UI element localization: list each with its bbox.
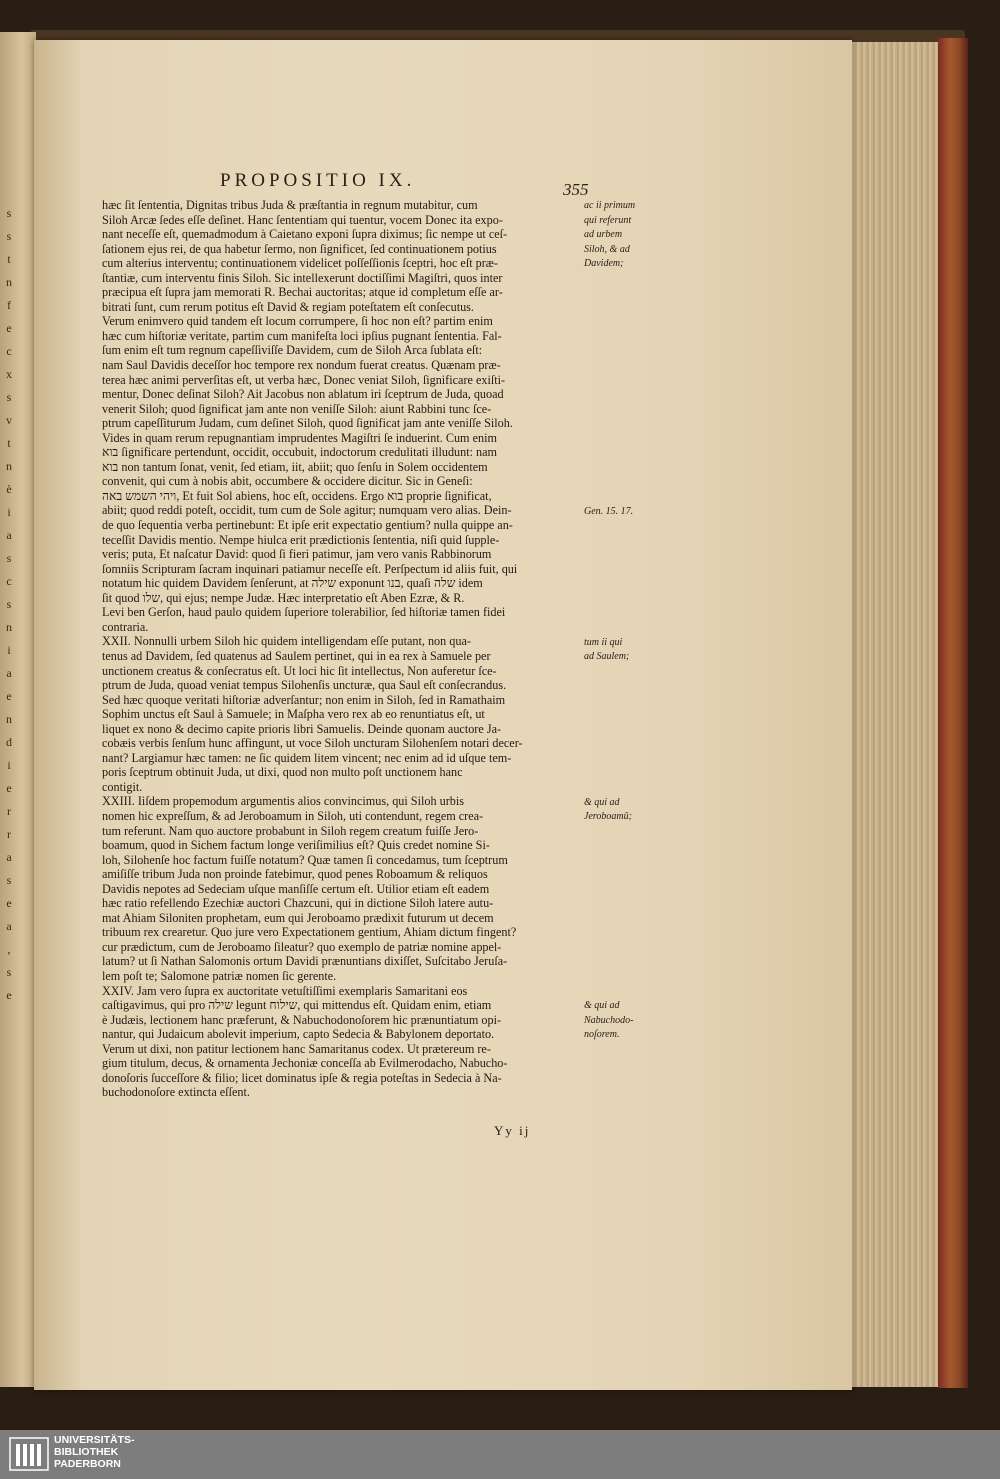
text-line: Siloh Arcæ ſedes eſſe deſinet. Hanc ſententiam qui tuentur, vocem Donec ita expo- <box>102 212 503 227</box>
left-margin-letter: s <box>6 390 12 404</box>
left-margin-letter: f <box>7 298 11 312</box>
text-line: Verum ut dixi, non patitur lectionem hanc Samaritanus codex. Ut prætereum re- <box>102 1041 491 1056</box>
margin-note: Davidem; <box>584 258 624 270</box>
text-line: boamum, quod in Sichem factum longe veriſimilius eſt? Quis credet nomine Si- <box>102 838 490 853</box>
text-line: donoſoris ſucceſſore & filio; licet dominatus ipſe & regia poteſtas in Sedecia à Na- <box>102 1070 502 1085</box>
text-line: ויהי השמש באה, Et fuit Sol abiens, hoc eſt, occidens. Ergo בוא proprie ſignificat, <box>102 488 492 503</box>
text-line: Levi ben Gerſon, haud paulo quidem ſuperiore tolerabilior, ſed hiſtoriæ tamen fidei <box>102 605 506 620</box>
margin-note: qui referunt <box>584 214 632 226</box>
text-line: latum? ut ſi Nathan Salomonis ortum Davidi prænuntians dixiſſet, Suſcitabo Jeruſa- <box>102 954 508 969</box>
left-margin-letter: t <box>7 436 11 450</box>
text-line: Davidis nepotes ad Sedeciam uſque manſiſſe certum eſt. Utilior etiam eſt eadem <box>102 881 490 896</box>
body-text <box>102 198 578 1100</box>
text-line: ſit quod שלו, qui ejus; nempe Judæ. Hæc interpretatio eſt Aben Ezræ, & R. <box>102 590 465 605</box>
left-margin-letter: a <box>6 850 12 864</box>
left-margin-letter: r <box>7 827 11 841</box>
text-line: unctionem creatus & conſecratus eſt. Ut loci hic ſit intellectus, Non auferetur ſce- <box>102 663 497 678</box>
text-line: nomen hic expreſſum, & ad Jeroboamum in Siloh, uti contendunt, regem crea- <box>102 808 484 823</box>
left-margin-letter: s <box>6 229 12 243</box>
text-line: hæc ſit ſententia, Dignitas tribus Juda & præſtantia in regnum mutabitur, cum <box>102 198 478 212</box>
left-margin-letter: a <box>6 666 12 680</box>
left-page-edge <box>0 32 36 1387</box>
text-line: terea hæc animi perverſitas eſt, ut verba hæc, Donec veniat Siloh, ſignificare exiſti- <box>102 372 506 387</box>
left-page-margin-letters <box>2 202 16 1202</box>
text-line: hæc cum hiſtoriæ veritate, partim cum manifeſta loci ipſius pugnant ſententia. Fal- <box>102 328 502 343</box>
text-line: tum referunt. Nam quo auctore probabunt in Siloh regem creatum fuiſſe Jero- <box>102 823 479 838</box>
text-line: Verum enimvero quid tandem eſt locum corrumpere, ſi hoc non eſt? partim enim <box>102 314 493 329</box>
text-line: gium titulum, decus, & ornamenta Jechoniæ conceſſa ab Evilmerodacho, Nabucho- <box>102 1056 508 1071</box>
text-line: buchodonoſore extincta eſſent. <box>102 1085 250 1100</box>
left-margin-letter: a <box>6 528 12 542</box>
left-margin-letter: i <box>7 643 11 657</box>
left-margin-letter: a <box>6 919 12 933</box>
left-margin-letter: n <box>6 275 12 289</box>
text-line: nantur, qui Judaicum abolevit imperium, capto Sedecia & Babylonem deportato. <box>102 1027 495 1042</box>
library-footer-bar <box>0 1430 1000 1479</box>
left-margin-letter: c <box>6 574 12 588</box>
text-line: בוא non tantum ſonat, venit, ſed etiam, iit, abiit; quo ſenſu in Solem occidentem <box>102 459 488 474</box>
text-line: mentur, Donec deſinat Siloh? Ait Jacobus non ablatum iri ſceptrum de Juda, quoad <box>102 387 504 402</box>
text-line: caſtigavimus, qui pro שילה legunt שילוח, qui mittendus eſt. Quidam enim, etiam <box>102 998 492 1013</box>
text-line: בוא ſignificare pertendunt, occidit, occubuit, indoctorum credulitati illudunt: nam <box>102 445 498 460</box>
text-line: præcipua eſt ſupra jam memorati R. Bechai auctoritas; atque id completum eſſe ar- <box>102 285 503 300</box>
text-line: Vides in quam rerum repugnantiam imprudentes Magiſtri ſe induerint. Cum enim <box>102 430 497 445</box>
left-margin-letter: , <box>7 942 11 956</box>
left-margin-letter: s <box>6 206 12 220</box>
margin-note: Nabuchodo- <box>584 1014 634 1026</box>
left-margin-letter: i <box>7 758 11 772</box>
left-margin-letter: s <box>6 965 12 979</box>
margin-note: Jeroboamū; <box>584 811 632 823</box>
margin-note: ad urbem <box>584 229 623 241</box>
text-line: ſtantiæ, cum interventu finis Siloh. Sic intellexerunt doctiſſimi Magiſtri, quos inter <box>102 270 503 285</box>
left-margin-letter: c <box>6 344 12 358</box>
text-line: abiit; quod reddi poteſt, occidit, tum cum de Sole agitur; numquam vero alias. Dein- <box>102 503 512 518</box>
page-title: PROPOSITIO IX. <box>220 170 416 191</box>
text-line: tribuum rex crearetur. Quo jure vero Expectationem gentium, Ahiam dictum fingent? <box>102 925 517 940</box>
text-line: Sophim unctus eſt Saul à Samuele; in Maſpha vero rex ab eo renuntiatus eſt, ut <box>102 707 485 722</box>
text-line: contigit. <box>102 779 143 794</box>
text-line: cur prædictum, cum de Jeroboamo ſileatur? quo exemplo de patriæ nomine appel- <box>102 939 502 954</box>
margin-note: noſorem. <box>584 1029 620 1041</box>
margin-note: ad Saulem; <box>584 651 630 663</box>
left-margin-letter: s <box>6 551 12 565</box>
text-line: bitrati ſunt, cum rerum potitus eſt David & regiam poteſtatem eſt conſecutus. <box>102 299 474 314</box>
left-margin-letter: d <box>6 735 12 749</box>
left-margin-letter: x <box>6 367 12 381</box>
text-line: veris; puta, Et naſcatur David: quod ſi fieri patimur, jam vero vanis Rabbinorum <box>102 547 492 562</box>
text-line: lem poſt te; Salomone patriæ nomen ſic gerente. <box>102 968 337 983</box>
page-fore-edge <box>848 42 940 1387</box>
text-line: ptrum de Juda, quoad veniat tempus Silohenſis uncturæ, qua Saul eſt conſecrandus. <box>102 678 507 693</box>
left-margin-letter: i <box>7 505 11 519</box>
text-line: nant? Largiamur hæc tamen: ne ſic quidem litem vincent; nec enim ad id uſque tem- <box>102 750 512 765</box>
text-line: ſationem ejus rei, de qua habetur ſermo, non ſignificet, ſed continuationem potius <box>102 241 497 256</box>
left-margin-letter: s <box>6 873 12 887</box>
margin-note: Gen. 15. 17. <box>584 505 634 517</box>
left-margin-letter: e <box>6 988 12 1002</box>
text-line: è Judæis, lectionem hanc præferunt, & Nabuchodonoſorem hic prænuntiatum opi- <box>102 1012 502 1027</box>
text-line: nant neceſſe eſt, quemadmodum à Caietano exponi ſupra diximus; ſic nempe ut ceſ- <box>102 227 508 242</box>
text-line: cum alterius interventu; continuationem videlicet poſſeſſionis ſceptri, hoc eſt præ- <box>102 256 498 271</box>
text-line: ſomniis Scripturam ſacram inquinari patiamur neceſſe eſt. Perſpectum id aliis fuit, qui <box>102 561 518 576</box>
logo-line-2: BIBLIOTHEK <box>54 1446 119 1458</box>
text-line: poris ſceptrum obtinuit Juda, ut dixi, quod non multo poſt unctionem hanc <box>102 765 463 780</box>
text-line: ptrum capeſſiturum Judam, cum deſinet Siloh, quod ſignificat jam ante veniſſe Siloh. <box>102 416 513 431</box>
margin-note: Siloh, & ad <box>584 243 630 255</box>
text-line: loh, Silohenſe hoc factum fuiſſe notatum? Quæ tamen ſi concedamus, tum ſceptrum <box>102 852 508 867</box>
book-cover-right <box>938 38 968 1388</box>
margin-note: & qui ad <box>584 1000 620 1012</box>
left-margin-letter: e <box>6 896 12 910</box>
left-margin-letter: è <box>6 482 12 496</box>
text-line: cobæis verbis ſenſum hunc affingunt, ut voce Siloh uncturam Silohenſem notari decer- <box>102 736 523 751</box>
page-number: 355 <box>563 180 589 199</box>
text-line: XXII. Nonnulli urbem Siloh hic quidem intelligendam eſſe putant, non qua- <box>102 634 471 649</box>
left-margin-letter: n <box>6 712 12 726</box>
margin-note: ac ii primum <box>584 200 636 211</box>
library-logo-text <box>54 1434 135 1470</box>
margin-note: tum ii qui <box>584 636 623 648</box>
left-margin-letter: e <box>6 689 12 703</box>
text-line: amiſiſſe tribum Juda non proinde fatebimur, quod penes Roboamum & reliquos <box>102 867 488 882</box>
text-line: teceſſit Davidis mentio. Nempe hiulca erit prædictionis ſententia, niſi quid ſupple- <box>102 532 500 547</box>
signature-mark: Yy ij <box>494 1123 531 1138</box>
text-line: de quo ſequentia verba pertinebunt: Et ipſe erit expectatio gentium? nulla quippe an- <box>102 518 513 533</box>
text-line: venerit Siloh; quod ſignificat jam ante non veniſſe Siloh: aiunt Rabbini tunc ſce- <box>102 401 492 416</box>
text-line: nam Saul Davidis deceſſor hoc tempore rex nondum fuerat creatus. Quænam præ- <box>102 358 501 373</box>
text-line: XXIII. Iiſdem propemodum argumentis alios convincimus, qui Siloh urbis <box>102 794 464 809</box>
logo-line-1: UNIVERSITÄTS- <box>54 1434 135 1446</box>
left-margin-letter: e <box>6 781 12 795</box>
left-margin-letter: e <box>6 321 12 335</box>
text-line: XXIV. Jam vero ſupra ex auctoritate vetuſtiſſimi exemplaris Samaritani eos <box>102 983 468 998</box>
logo-line-3: PADERBORN <box>54 1458 121 1470</box>
text-line: convenit, qui cum à nobis abit, occumbere & occidere dicitur. Sic in Geneſi: <box>102 474 473 489</box>
text-line: hæc ratio refellendo Ezechiæ auctori Chazcuni, qui in dictione Siloh latere autu- <box>102 896 494 911</box>
text-line: Sed hæc quoque veritati hiſtoriæ adverſantur; non enim in Siloh, ſed in Ramathaim <box>102 692 506 707</box>
left-margin-letter: n <box>6 620 12 634</box>
text-line: mat Ahiam Siloniten prophetam, eum qui Jeroboamo prædixit futurum ut decem <box>102 910 494 925</box>
library-logo-icon <box>8 1436 50 1472</box>
left-margin-letter: s <box>6 597 12 611</box>
text-line: ſum enim eſt tum regnum capeſſiviſſe Davidem, cum de Siloh Arca ſublata eſt: <box>102 343 483 358</box>
left-margin-letter: n <box>6 459 12 473</box>
text-line: tenus ad Davidem, ſed quatenus ad Saulem pertinet, qui in ea rex à Samuele per <box>102 648 491 663</box>
left-margin-letter: t <box>7 252 11 266</box>
margin-note: & qui ad <box>584 796 620 808</box>
text-line: contraria. <box>102 619 149 634</box>
left-margin-letter: v <box>6 413 12 427</box>
text-line: liquet ex nono & decimo capite prioris libri Samuelis. Deinde quonam auctore Ja- <box>102 721 502 736</box>
left-margin-letter: r <box>7 804 11 818</box>
text-line: notatum hic quidem Davidem ſenſerunt, at שילה exponunt בנו, quaſi שלה idem <box>102 576 483 591</box>
